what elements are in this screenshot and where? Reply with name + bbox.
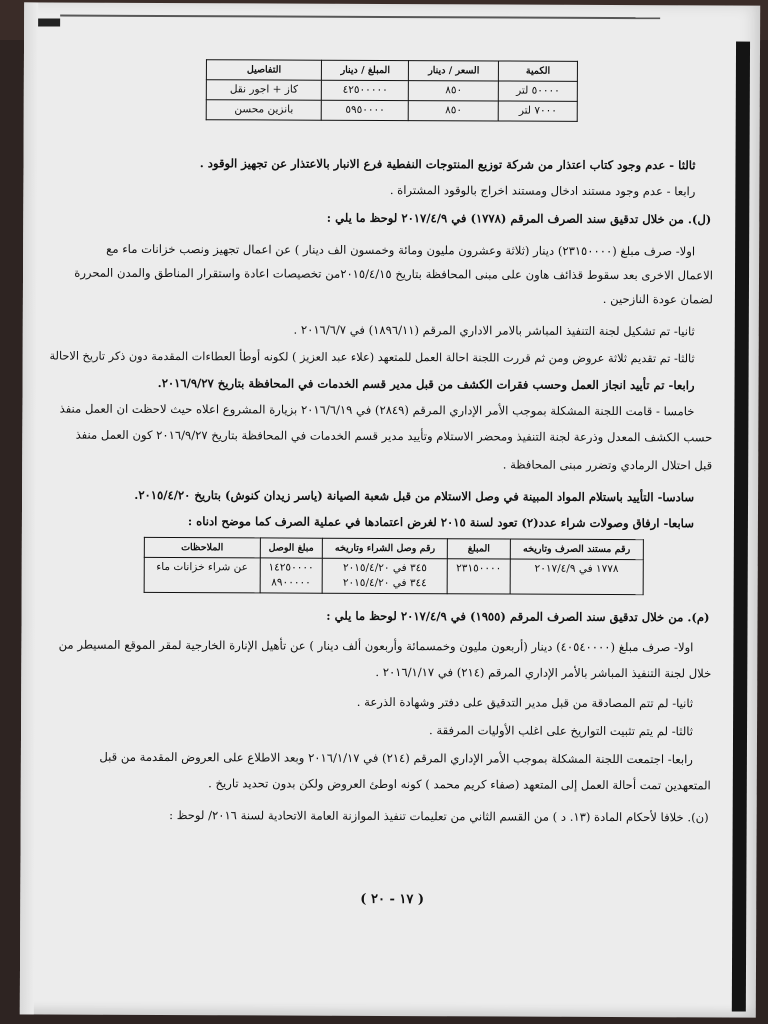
paragraph-line: اولا- صرف مبلغ (٢٣١٥٠٠٠٠) دينار (ثلاثة وعشرون مليون ومائة وخمسون الف دينار ) عن اعمال تجهيز ونصب خزانات ماء مع <box>106 241 696 259</box>
table-cell: ٧٠٠٠ لتر <box>498 101 577 121</box>
paragraph-line: لضمان عودة النازحين . <box>602 291 713 307</box>
paragraph-line: سابعا- ارفاق وصولات شراء عدد(٢) تعود لسنة ٢٠١٥ لغرض اعتمادها في عملية الصرف كما موضح ادناه : <box>187 514 694 531</box>
header-amount: المبلغ <box>448 539 510 559</box>
table-cell: ٥٠٠٠٠ لتر <box>499 81 578 101</box>
table-cell: ٨٥٠ <box>409 81 499 101</box>
section-heading: (م). من خلال تدقيق سند الصرف المرقم (١٩٥٥) في ٢٠١٧/٤/٩ لوحظ ما يلي : <box>326 608 710 625</box>
paragraph-line: رابعا- اجتمعت اللجنة المشكلة بموجب الأمر الإداري المرقم (٢١٤) في ٢٠١٦/١/١٧ وبعد الاطلاع على العروض المقدمة من قبل <box>99 749 693 767</box>
table-cell: ٤٢٥٠٠٠٠٠ <box>322 80 409 100</box>
header-quantity: الكمية <box>499 61 578 81</box>
paragraph-line: ثالثا- تم تقديم ثلاثة عروض ومن ثم قررت اللجنة احالة العمل للمتعهد (علاء عبد العزيز ) لكونه أوطأ العطاءات المقدمة دون ذكر تاريخ الاحالة <box>49 349 695 366</box>
table-cell: ٥٩٥٠٠٠٠ <box>321 100 408 120</box>
table-header-row <box>206 60 577 82</box>
fuel-table <box>206 59 578 122</box>
table-row <box>206 80 577 102</box>
table-header-row <box>144 537 643 559</box>
header-receipt-value: مبلغ الوصل <box>260 538 322 558</box>
paragraph-line: ثالثا- لم يتم تثبيت التواريخ على اغلب الأوليات المرفقة . <box>429 723 694 739</box>
header-amount: المبلغ / دينار <box>322 60 409 80</box>
paragraph-line: ثانيا- لم تتم المصادقة من قبل مدير التدقيق على دفتر وشهادة الذرعة . <box>356 694 694 711</box>
paragraph-line: ثالثا - عدم وجود كتاب اعتذار من شركة توزيع المنتوجات النفطية فرع الانبار بالاعتذار عن تجهيز الوقود . <box>199 156 696 173</box>
purchase-receipts-table <box>144 537 644 595</box>
paragraph-line: سادسا- التأييد باستلام المواد المبينة في وصل الاستلام من قبل شعبة الصيانة (ياسر زيدان كنوش) بتاريخ ٢٠١٥/٤/٢٠. <box>134 487 695 505</box>
table-row <box>206 100 577 122</box>
paragraph-line: ثانيا- تم تشكيل لجنة التنفيذ المباشر بالامر الاداري المرقم (١٨٩٦/١١) في ٢٠١٦/٦/٧ . <box>293 322 695 339</box>
header-details: التفاصيل <box>206 60 321 81</box>
receipt-value: ٨٩٠٠٠٠٠ <box>271 576 311 589</box>
paragraph-line: اولا- صرف مبلغ (٤٠٥٤٠٠٠٠) دينار (أربعون مليون وخمسمائة وأربعون ألف دينار ) عن تأهيل الإنارة الخارجية لمقر الموقع المسيطر من <box>58 637 694 655</box>
paragraph-line: الاعمال الاخرى بعد سقوط قذائف هاون على مبنى المحافظة بتاريخ ٢٠١٥/٤/١٥من تخصيصات اعادة واستقرار المناطق والمدن المحررة <box>74 265 714 283</box>
page-number: ( ١٧ - ٢٠ ) <box>360 891 425 908</box>
page-content <box>20 2 736 1017</box>
table-cell: بانزين محسن <box>206 100 321 121</box>
header-price: السعر / دينار <box>409 61 499 81</box>
header-document: رقم مستند الصرف وتاريخه <box>510 539 643 560</box>
paragraph-line: رابعا- تم تأييد انجاز العمل وحسب فقرات الكشف من قبل مدير قسم الخدمات في المحافظة بتاريخ ٢٠١٦/٩/٢٧. <box>157 375 695 393</box>
paragraph-line: خامسا - قامت اللجنة المشكلة بموجب الأمر الإداري المرقم (٢٨٤٩) في ٢٠١٦/٦/١٩ بزيارة المشروع اعلاه حيث لاحظت ان العمل منفذ <box>59 401 695 419</box>
section-heading: (ن). خلافا لأحكام المادة (١٣. د ) من القسم الثاني من تعليمات تنفيذ الموازنة العامة الاتحادية لسنة ٢٠١٦/ لوحظ : <box>169 808 709 825</box>
paragraph-line: خلال لجنة التنفيذ المباشر بالأمر الإداري المرقم (٢١٤) في ٢٠١٦/١/١٧ . <box>375 664 712 681</box>
paragraph-line: حسب الكشف المعدل وذرعة لجنة التنفيذ ومحضر الاستلام وتأييد مدير قسم الخدمات في المحافظة بتاريخ ٢٠١٦/٩/٢٧ كون العمل منفذ <box>75 427 713 445</box>
table-cell: ٨٥٠ <box>409 101 499 121</box>
paragraph-line: المتعهدين تمت أحالة العمل إلى المتعهد (صفاء كريم محمد ) كونه اوطئ العروض ولكن بدون تحديد تاريخ . <box>208 776 711 793</box>
table-cell <box>322 558 448 594</box>
receipt-line: ٣٤٤ في ٢٠١٥/٤/٢٠ <box>342 576 427 590</box>
table-row <box>144 557 643 594</box>
header-notes: الملاحظات <box>144 537 260 558</box>
paragraph-line: قبل احتلال الرمادي وتضرر مبنى المحافظة . <box>502 457 713 473</box>
table-cell <box>260 558 322 593</box>
receipt-line: ٣٤٥ في ٢٠١٥/٤/٢٠ <box>342 561 427 575</box>
section-heading: (ل). من خلال تدقيق سند الصرف المرقم (١٧٧٨) في ٢٠١٧/٤/٩ لوحظ ما يلي : <box>326 210 712 227</box>
table-cell: كاز + اجور نقل <box>206 80 321 101</box>
receipt-value: ١٤٢٥٠٠٠٠ <box>268 561 314 574</box>
table-cell: عن شراء خزانات ماء <box>144 557 260 593</box>
document-page <box>20 2 760 1017</box>
paragraph-line: رابعا - عدم وجود مستند ادخال ومستند اخراج بالوقود المشتراة . <box>389 182 696 199</box>
table-cell: ١٧٧٨ في ٢٠١٧/٤/٩ <box>510 559 644 595</box>
table-cell: ٢٣١٥٠٠٠٠ <box>448 559 510 594</box>
header-receipt: رقم وصل الشراء وتاريخه <box>322 538 448 559</box>
